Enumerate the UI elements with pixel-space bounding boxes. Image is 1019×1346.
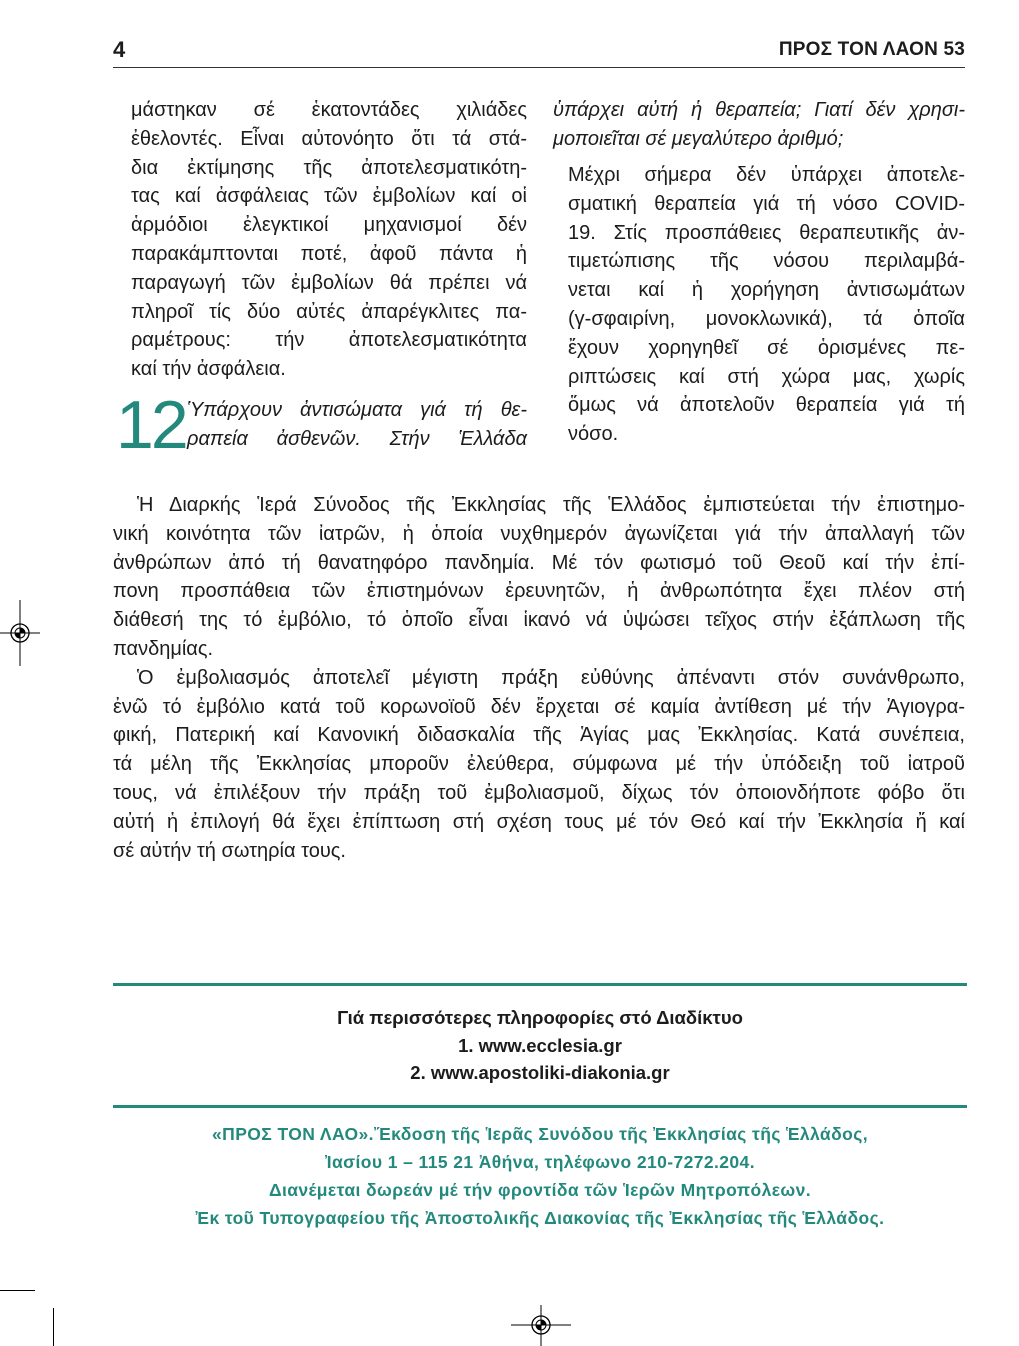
text-line: Μέχρι σήμερα δέν ὑπάρχει ἀποτελε- (568, 164, 965, 186)
text-line: ἐθελοντές. Εἶναι αὐτονόητο ὅτι τά στά- (131, 127, 527, 150)
colophon-line: Ἰασίου 1 – 115 21 Ἀθήνα, τηλέφωνο 210-7272.204. (325, 1152, 755, 1172)
answer-text (568, 161, 965, 449)
colophon (113, 1120, 967, 1232)
web-link: 1. www.ecclesia.gr (458, 1034, 622, 1056)
text-line: πανδημίας. (113, 637, 214, 660)
text-line: ὅμως νά ἀποτελοῦν θεραπεία γιά τή (568, 394, 965, 417)
text-line: ἐνῶ τό ἐμβόλιο κατά τοῦ κορωνοϊοῦ δέν ἔρχεται σέ καμία ἀντίθεση μέ τήν Ἁγιογρα- (113, 695, 965, 718)
text-line: ραπεία ἀσθενῶν. Στήν Ἑλλάδα (187, 427, 527, 450)
colophon-line: Διανέμεται δωρεάν μέ τήν φροντίδα τῶν Ἱερῶν Μητροπόλεων. (268, 1180, 812, 1200)
web-info-heading: Γιά περισσότερες πληροφορίες στό Διαδίκτυο (337, 1007, 743, 1028)
text-line: σματική θεραπεία γιά τή νόσο COVID- (568, 192, 965, 215)
crop-mark (0, 1290, 35, 1291)
page-number: 4 (113, 37, 126, 62)
colophon-line: «ΠΡΟΣ ΤΟΝ ΛΑΟ».Ἔκδοση τῆς Ἱερᾶς Συνόδου τῆς Ἐκκλησίας τῆς Ἑλλάδος, (212, 1124, 868, 1144)
text-line: ἀνθρώπων ἀπό τή θανατηφόρο πανδημία. Μέ τόν φωτισμό τοῦ Θεοῦ καί τήν ἐπί- (113, 551, 965, 574)
text-line: δια ἐκτίμησης τῆς ἀποτελεσματικότη- (131, 156, 527, 179)
text-line: πληροῖ τίς δύο αὐτές ἀπαρέγκλιτες πα- (131, 300, 527, 323)
section-divider (113, 983, 967, 986)
text-line: ραμέτρους: τήν ἀποτελεσματικότητα (131, 329, 527, 352)
text-line: φική, Πατερική καί Κανονική διδασκαλία τῆς Ἁγίας μας Ἐκκλησίας. Κατά συνέπεια, (113, 724, 965, 747)
text-line: Ἡ Διαρκής Ἱερά Σύνοδος τῆς Ἐκκλησίας τῆς Ἑλλάδος ἐμπιστεύεται τήν ἐπιστημο- (137, 494, 965, 516)
crop-mark (53, 1308, 54, 1346)
registration-mark-icon (0, 596, 42, 670)
text-line: σέ αὐτήν τή σωτηρία τους. (113, 839, 346, 862)
text-line: ὑπάρχει αὐτή ἡ θεραπεία; Γιατί δέν χρησι- (553, 99, 965, 121)
text-line: 19. Στίς προσπάθειες θεραπευτικῆς ἀν- (568, 221, 965, 244)
body-paragraph (113, 491, 965, 664)
text-line: μοποιεῖται σέ μεγαλύτερο ἀριθμό; (553, 127, 844, 150)
text-line: ἁρμόδιοι ἐλεγκτικοί μηχανισμοί δέν (131, 214, 527, 237)
text-line: παραγωγή τῶν ἐμβολίων θά πρέπει νά (131, 271, 527, 294)
text-line: αὐτή ἡ ἐπιλογή θά ἔχει ἐπίπτωση στή σχέση τους μέ τόν Θεό καί τήν Ἐκκλησία ἤ καί (113, 810, 965, 833)
header-divider (113, 67, 965, 68)
text-line: ἔχουν χορηγηθεῖ σέ ὁρισμένες πε- (568, 336, 965, 359)
text-line: τιμετώπισης τῆς νόσου περιλαμβά- (568, 250, 965, 273)
text-line: (γ-σφαιρίνη, μονοκλωνικά), τά ὁποῖα (568, 307, 965, 330)
text-line: διάθεσή της τό ἐμβόλιο, τό ὁποῖο εἶναι ἱκανό νά ὑψώσει τεῖχος στήν ἐξάπλωση τῆς (113, 609, 965, 632)
text-line: ριπτώσεις καί στή χώρα μας, χωρίς (568, 365, 965, 388)
left-column-text (131, 96, 527, 384)
text-line: Ὑπάρχουν ἀντισώματα γιά τή θε- (187, 399, 527, 421)
text-line: καί τήν ἀσφάλεια. (131, 358, 286, 381)
section-divider (113, 1105, 967, 1108)
text-line: τους, νά ἐπιλέξουν τήν πράξη τοῦ ἐμβολιασμοῦ, δίχως τόν ὁποιονδήποτε φόβο ὅτι (113, 781, 965, 804)
registration-mark-icon (509, 1302, 573, 1346)
text-line: νεται καί ἡ χορήγηση ἀντισωμάτων (568, 279, 965, 302)
web-link: 2. www.apostoliki-diakonia.gr (410, 1062, 670, 1083)
running-title: ΠΡΟΣ ΤΟΝ ΛΑΟΝ 53 (778, 39, 965, 60)
text-line: παρακάμπτονται ποτέ, ἀφοῦ πάντα ἡ (131, 242, 527, 265)
question-text-part-1 (187, 396, 527, 454)
text-line: νική κοινότητα τῶν ἰατρῶν, ἡ ὁποία νυχθημερόν ἀγωνίζεται γιά τήν ἀπαλλαγή τῶν (113, 522, 965, 545)
question-number: 12 (116, 387, 186, 463)
page-header (113, 36, 965, 64)
question-text-part-2 (553, 96, 965, 154)
text-line: μάστηκαν σέ ἑκατοντάδες χιλιάδες (131, 99, 527, 121)
web-info-box (113, 1004, 967, 1087)
text-line: τά μέλη τῆς Ἐκκλησίας μποροῦν ἐλεύθερα, σύμφωνα μέ τήν ὑπόδειξη τοῦ ἰατροῦ (113, 753, 965, 776)
text-line: νόσο. (568, 423, 619, 446)
text-line: τας καί ἀσφάλειας τῶν ἐμβολίων καί οἱ (131, 185, 527, 208)
text-line: πονη προσπάθεια τῶν ἐπιστημόνων ἐρευνητῶν, ἡ ἀνθρωπότητα ἔχει πλέον στή (113, 580, 965, 603)
body-paragraph (113, 664, 965, 866)
body-text (113, 491, 965, 865)
colophon-line: Ἐκ τοῦ Τυπογραφείου τῆς Ἀποστολικῆς Διακονίας τῆς Ἐκκλησίας τῆς Ἑλλάδος. (195, 1208, 885, 1228)
text-line: Ὁ ἐμβολιασμός ἀποτελεῖ μέγιστη πράξη εὐθύνης ἀπέναντι στόν συνάνθρωπο, (137, 666, 965, 689)
